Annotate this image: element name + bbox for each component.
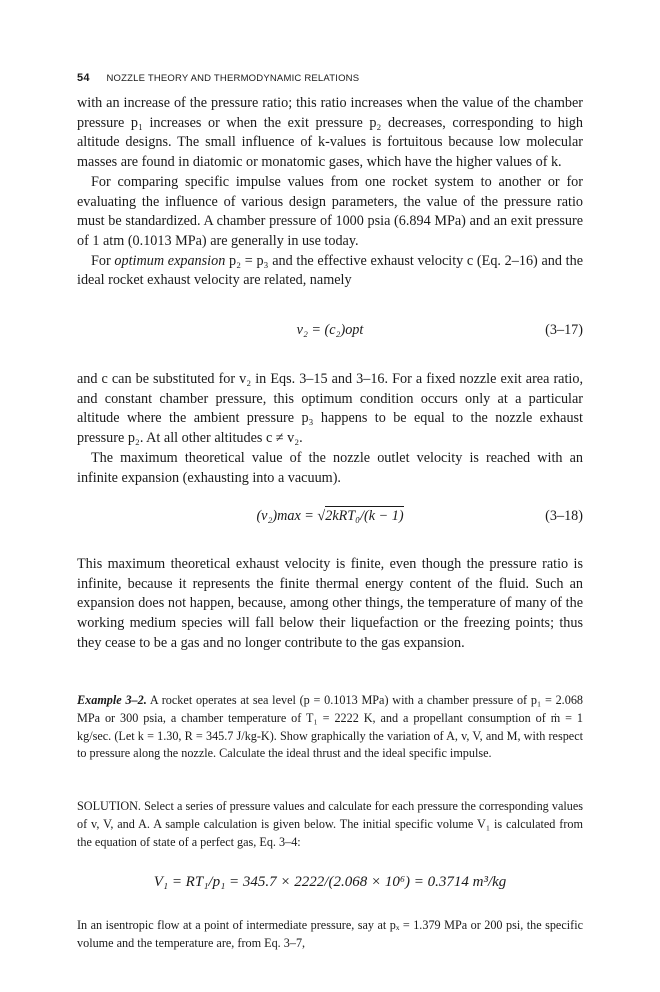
closing-block (77, 917, 583, 953)
example-text: A rocket operates at sea level (p = 0.1013 MPa) with a chamber pressure of p₁ = 2.068 MPa or 300 psia, a chamber temperature of T₁ = 2222 K, and a propellant consumption of ṁ = 1 kg/sec. (Let k = 1.30, R = 345.7 J/kg-K). Show graphically the variation of A, v, V, and M, with respect to pressure along the nozzle. Calculate the ideal thrust and the ideal specific impulse. (77, 693, 584, 761)
equation-expression: v₂ = (c₂)opt (296, 322, 364, 338)
equation-number: (3–17) (545, 322, 583, 338)
paragraph: with an increase of the pressure ratio; this ratio increases when the value of the chamber pressure p₁ increases or when the exit pressure p₂ decreases, corresponding to high altitude designs. The small influence of k-values is fortuitous because low molecular masses are found in diatomic or monatomic gases, which have the higher values of k. (77, 95, 583, 171)
body-block-3 (77, 555, 583, 654)
radicand: 2kRT₀/(k − 1) (325, 508, 404, 524)
closing-paragraph: In an isentropic flow at a point of intermediate pressure, say at pₓ = 1.379 MPa or 200 psi, the specific volume and the temperature are, from Eq. 3–7, (77, 918, 583, 950)
equation-3-18 (77, 508, 583, 530)
page-number: 54 (77, 72, 90, 84)
equation-expression (77, 508, 583, 525)
example-paragraph (77, 692, 583, 763)
paragraph-optimum (77, 252, 583, 291)
optimum-term: optimum expansion (114, 252, 226, 269)
paragraph: This maximum theoretical exhaust velocity is finite, even though the pressure ratio is infinite, because it represents the finite thermal energy content of the fluid. Such an expansion does not happen, because, among other things, the temperature of many of the working medium species will fall below their liquefaction or the freezing points; thus they cease to be a gas and no longer contribute to the gas expansion. (77, 556, 583, 651)
solution-paragraph: SOLUTION. Select a series of pressure values and calculate for each pressure the corresponding values of v, V, and A. A sample calculation is given below. The initial specific volume V₁ is calculated from the equation of state of a perfect gas, Eq. 3–4: (77, 799, 583, 849)
equation-lhs: (v₂)max = (256, 508, 318, 524)
equation-expression: V₁ = RT₁/p₁ = 345.7 × 2222/(2.068 × 10⁶) = 0.3714 m³/kg (153, 874, 507, 890)
solution-block (77, 798, 583, 851)
optimum-rest: p₂ = p₃ and the effective exhaust velocity c (Eq. 2–16) (225, 252, 538, 269)
body-block-1 (77, 94, 583, 291)
body-block-2 (77, 370, 583, 488)
equation-3-17 (77, 322, 583, 344)
paragraph: The maximum theoretical value of the nozzle outlet velocity is reached with an infinite expansion (exhausting into a vacuum). (77, 449, 583, 486)
example-block (77, 692, 583, 763)
page-header (77, 72, 597, 88)
equation-v1 (77, 874, 583, 898)
example-title: Example 3–2. (77, 693, 147, 707)
paragraph: and c can be substituted for v₂ in Eqs. 3–15 and 3–16. For a fixed nozzle exit area ratio, and constant chamber pressure, this optimum condition occurs only at a particular altitude where the ambient pressure p₃ happens to be equal to the nozzle exhaust pressure p₂. At all other altitudes c ≠ v₂. (77, 371, 583, 447)
paragraph: For comparing specific impulse values from one rocket system to another or for evaluating the influence of various design parameters, the value of the pressure ratio must be standardized. A chamber pressure of 1000 psia (6.894 MPa) and an exit pressure of 1 atm (0.1013 MPa) are generally in use today. (77, 173, 583, 249)
sqrt-symbol: √ (317, 508, 326, 524)
equation-number: (3–18) (545, 508, 583, 524)
paragraph-continuation: and the ideal rocket exhaust velocity are related, namely (77, 252, 583, 289)
optimum-lead: For (91, 252, 115, 269)
running-title: NOZZLE THEORY AND THERMODYNAMIC RELATIONS (106, 73, 360, 84)
